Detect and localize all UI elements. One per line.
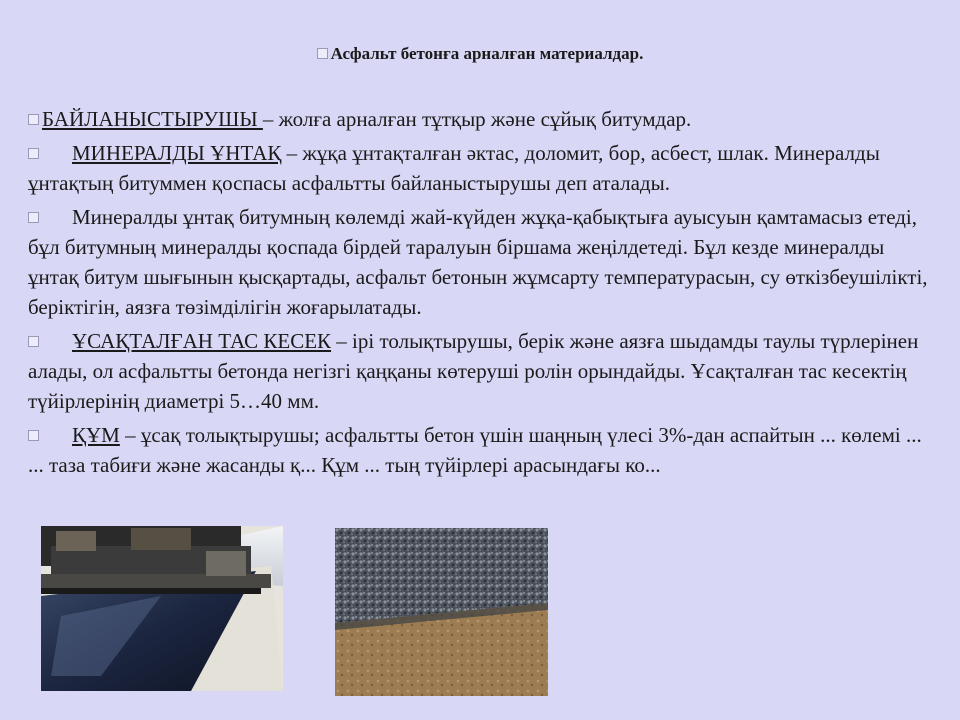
bullet-icon [28,114,39,125]
paragraph-sand [28,420,936,480]
paragraph-binder [28,104,936,134]
bullet-icon [28,148,39,159]
text-binder: – жолға арналған тұтқыр және сұйық битумдар. [262,107,692,131]
term-sand: ҚҰМ [72,423,120,447]
crushed-stone-photo [335,528,548,696]
term-crushed-stone: ҰСАҚТАЛҒАН ТАС КЕСЕК [72,329,332,353]
bullet-icon [28,212,39,223]
bullet-icon [28,430,39,441]
slide-body [28,104,936,484]
text-mineral-powder: – жұқа ұнтақталған әктас, доломит, бор, асбест, шлак. Минералды ұнтақтың битуммен қоспасы асфальтты байланыстырушы деп аталады. [28,141,880,195]
text-sand: – ұсақ толықтырушы; асфальтты бетон үшін шаңның үлесі 3%-дан аспайтын ... көлемі ... ... таза табиғи және жасанды қ... Құм ... тың түйірлері арасындағы ко... [28,423,922,477]
paragraph-crushed-stone [28,326,936,416]
text-mineral-powder-role: Минералды ұнтақ битумның көлемді жай-күйден жұқа-қабықтыға ауысуын қамтамасыз етеді, бұл битумның минералды қоспада бірдей таралуын біршама жеңілдетеді. Бұл кезде минералды ұнтақ битум шығынын қысқартады, асфальт бетонын жұмсарту температурасын, су өткізбеушілікті, беріктігін, аязға төзімділігін жоғарылатады. [28,205,928,319]
paragraph-mineral-powder-role [28,202,936,322]
term-mineral-powder: МИНЕРАЛДЫ ҰНТАҚ [72,141,282,165]
asphalt-paver-photo [41,526,283,691]
slide-title [0,44,960,64]
paragraph-mineral-powder [28,138,936,198]
bullet-icon [317,48,328,59]
bullet-icon [28,336,39,347]
term-binder: БАЙЛАНЫСТЫРУШЫ [42,107,263,131]
text-crushed-stone: – ірі толықтырушы, берік және аязға шыдамды таулы түрлерінен алады, ол асфальтты бетонда негізгі қаңқаны көтеруші ролін орындайды. Ұсақталған тас кесектің түйірлерінің диаметрі 5…40 мм. [28,329,919,413]
slide-title-text: Асфальт бетонға арналған материалдар. [330,44,644,63]
